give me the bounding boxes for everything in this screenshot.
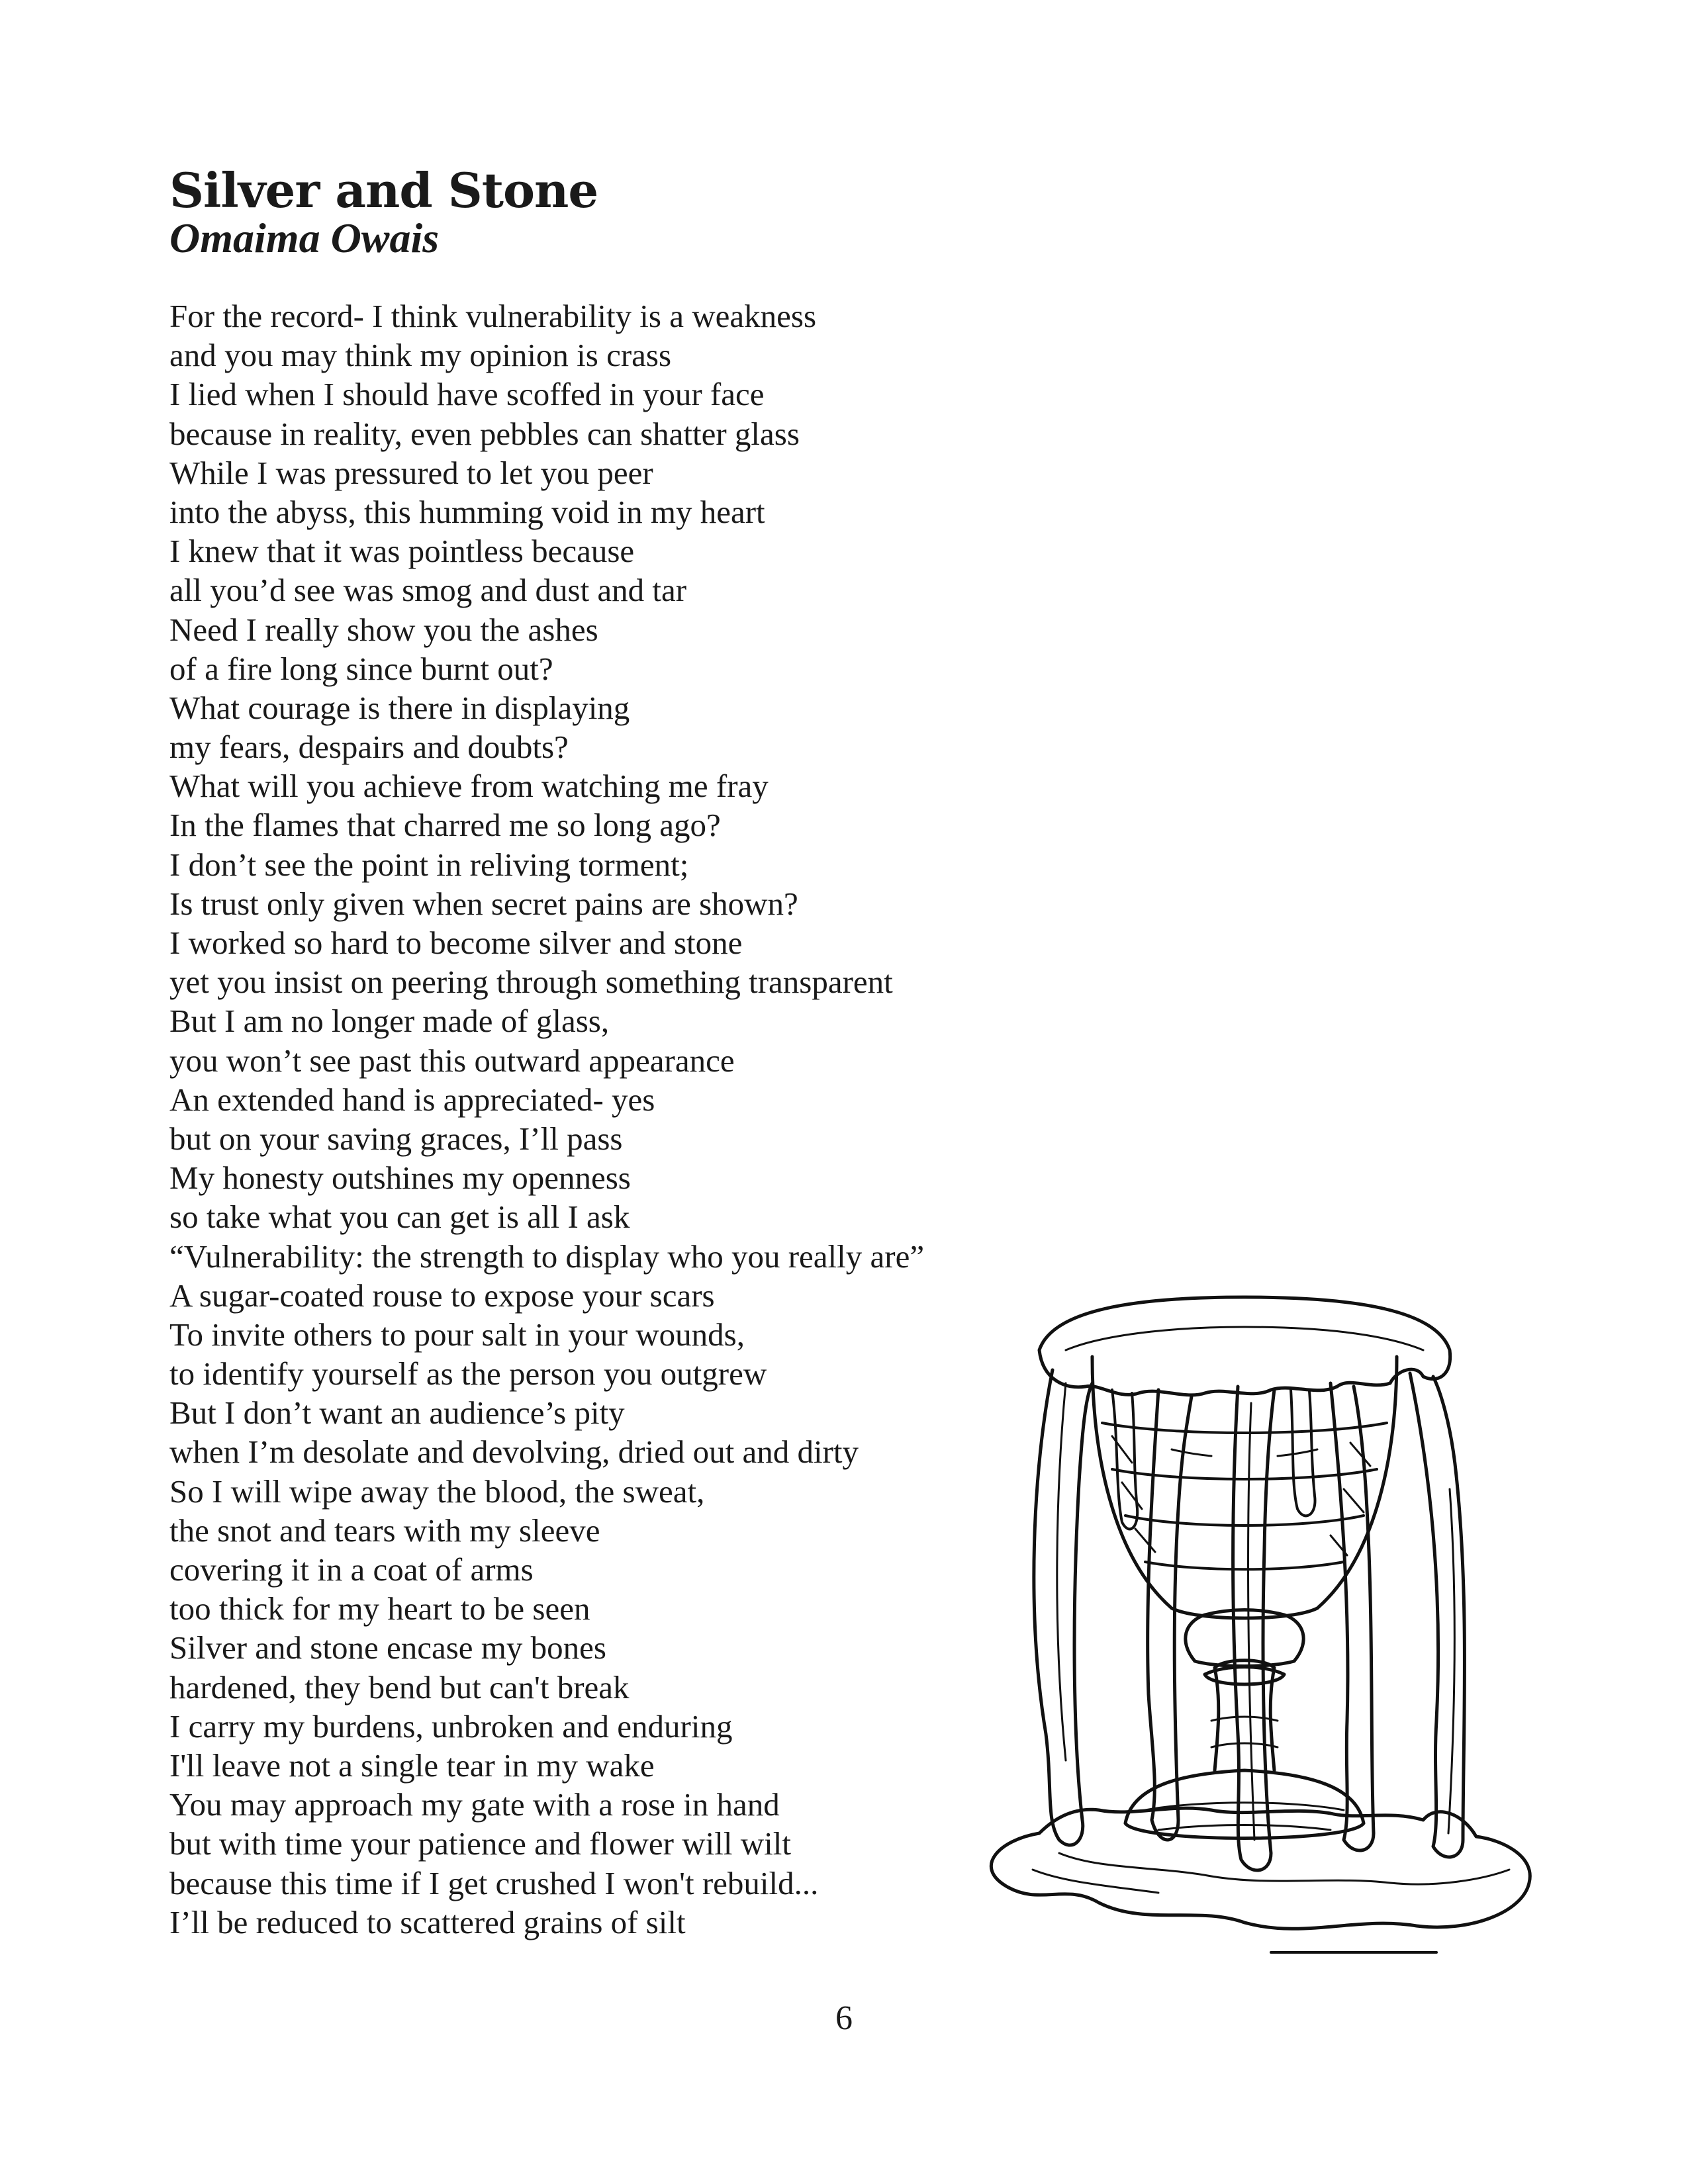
poem-line: when I’m desolate and devolving, dried out and dirty	[169, 1433, 859, 1471]
poem-line: I carry my burdens, unbroken and enduring	[169, 1707, 733, 1745]
poem-line: A sugar-coated rouse to expose your scars	[169, 1277, 715, 1314]
poem-line: because in reality, even pebbles can shatter glass	[169, 415, 800, 452]
poem-line: Need I really show you the ashes	[169, 611, 598, 648]
page-number: 6	[835, 1999, 853, 2037]
poem-line: To invite others to pour salt in your wounds,	[169, 1316, 745, 1353]
poem-line: my fears, despairs and doubts?	[169, 729, 569, 766]
poem-line: I worked so hard to become silver and stone	[169, 925, 743, 961]
poem-line: to identify yourself as the person you outgrew	[169, 1355, 767, 1392]
poem-line: Is trust only given when secret pains are shown?	[169, 885, 798, 922]
poem-body	[169, 296, 1096, 1942]
poem-line: the snot and tears with my sleeve	[169, 1512, 600, 1549]
poem-line: My honesty outshines my openness	[169, 1160, 631, 1197]
poem-line: but with time your patience and flower will wilt	[169, 1825, 791, 1862]
poem-line: “Vulnerability: the strength to display who you really are”	[169, 1238, 925, 1275]
poem-line: While I was pressured to let you peer	[169, 454, 653, 491]
poem-line: In the flames that charred me so long ago?	[169, 807, 721, 844]
melting-goblet-icon	[960, 1271, 1556, 1966]
poem-line: But I am no longer made of glass,	[169, 1003, 610, 1040]
poem-line: of a fire long since burnt out?	[169, 650, 553, 687]
poem-line: I don’t see the point in reliving torment;	[169, 846, 689, 883]
poem-line: all you’d see was smog and dust and tar	[169, 572, 687, 609]
poem-author: Omaima Owais	[169, 214, 440, 261]
poem-line: Silver and stone encase my bones	[169, 1629, 606, 1666]
poem-line: You may approach my gate with a rose in hand	[169, 1786, 780, 1823]
poem-line: What will you achieve from watching me fray	[169, 768, 769, 805]
poem-line: I’ll be reduced to scattered grains of silt	[169, 1903, 686, 1940]
poem-line: and you may think my opinion is crass	[169, 337, 672, 374]
poem-line: too thick for my heart to be seen	[169, 1590, 590, 1627]
poem-line: I knew that it was pointless because	[169, 533, 635, 570]
poem-line: But I don’t want an audience’s pity	[169, 1394, 625, 1432]
poem-line: So I will wipe away the blood, the sweat,	[169, 1473, 705, 1510]
poem-line: so take what you can get is all I ask	[169, 1199, 630, 1236]
poem-line: you won’t see past this outward appearance	[169, 1042, 735, 1079]
poem-title: Silver and Stone	[169, 162, 598, 218]
poem-line: covering it in a coat of arms	[169, 1551, 534, 1588]
poem-line: An extended hand is appreciated- yes	[169, 1081, 655, 1118]
poem-line: hardened, they bend but can't break	[169, 1668, 630, 1706]
poem-line: because this time if I get crushed I won't rebuild...	[169, 1864, 819, 1901]
poem-line: into the abyss, this humming void in my heart	[169, 493, 765, 530]
poem-line: I lied when I should have scoffed in your face	[169, 376, 765, 413]
poem-line: For the record- I think vulnerability is a weakness	[169, 298, 817, 334]
poem-line: but on your saving graces, I’ll pass	[169, 1120, 623, 1157]
poem-line: yet you insist on peering through something transparent	[169, 964, 893, 1001]
poem-line: I'll leave not a single tear in my wake	[169, 1747, 655, 1784]
poem-line: What courage is there in displaying	[169, 689, 630, 726]
